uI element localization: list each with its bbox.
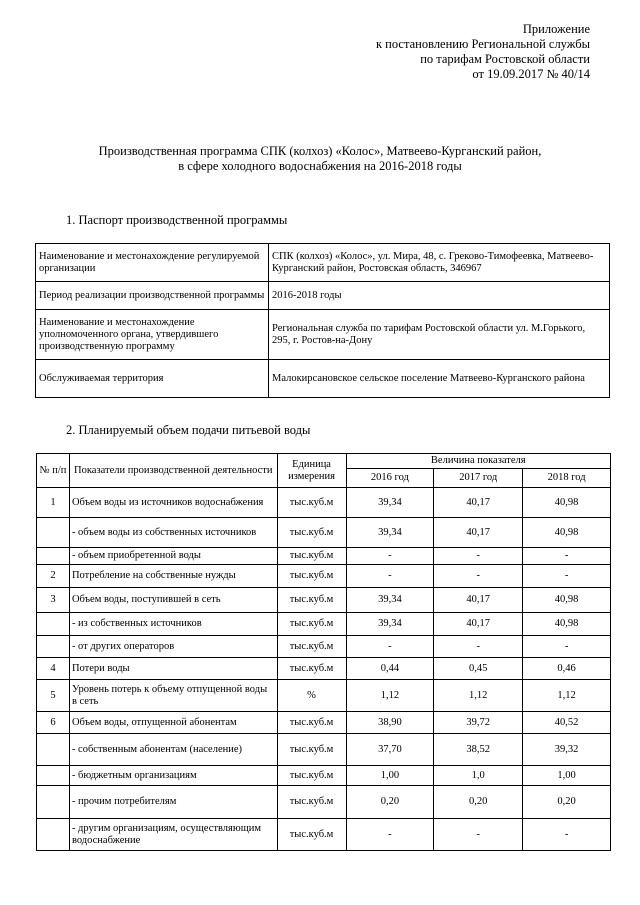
row-value-2017: 0,20 bbox=[434, 786, 523, 819]
appendix-header bbox=[376, 22, 590, 82]
row-unit: тыс.куб.м bbox=[277, 658, 346, 680]
passport-label: Наименование и местонахождение регулируемой организации bbox=[36, 244, 269, 282]
row-value-2017: 0,45 bbox=[434, 658, 523, 680]
row-value-2018: - bbox=[523, 819, 611, 851]
table-row bbox=[37, 613, 611, 636]
row-unit: тыс.куб.м bbox=[277, 819, 346, 851]
row-unit: тыс.куб.м bbox=[277, 488, 346, 518]
col-unit-header: Единица измерения bbox=[277, 454, 346, 488]
row-indicator: - бюджетным организациям bbox=[69, 766, 277, 786]
table-row bbox=[37, 565, 611, 588]
row-value-2016: - bbox=[346, 565, 434, 588]
row-unit: тыс.куб.м bbox=[277, 613, 346, 636]
row-value-2018: 39,32 bbox=[523, 734, 611, 766]
passport-row bbox=[36, 360, 610, 398]
table-row bbox=[37, 658, 611, 680]
section-2-heading: 2. Планируемый объем подачи питьевой воды bbox=[66, 423, 311, 437]
row-value-2018: 40,98 bbox=[523, 613, 611, 636]
appendix-line-1: Приложение bbox=[522, 22, 590, 36]
row-value-2016: 1,00 bbox=[346, 766, 434, 786]
passport-label: Период реализации производственной программы bbox=[36, 282, 269, 310]
table-row bbox=[37, 488, 611, 518]
row-indicator: Объем воды из источников водоснабжения bbox=[69, 488, 277, 518]
row-value-2016: 0,20 bbox=[346, 786, 434, 819]
row-indicator: - прочим потребителям bbox=[69, 786, 277, 819]
section-1-heading: 1. Паспорт производственной программы bbox=[66, 213, 288, 227]
document-title bbox=[0, 144, 640, 174]
passport-table bbox=[35, 243, 610, 398]
row-value-2016: 39,34 bbox=[346, 518, 434, 548]
col-2017-header: 2017 год bbox=[434, 469, 523, 488]
row-indicator: Потери воды bbox=[69, 658, 277, 680]
row-value-2017: - bbox=[434, 548, 523, 565]
table-header-row bbox=[37, 454, 611, 469]
row-value-2016: 39,34 bbox=[346, 488, 434, 518]
table-row bbox=[37, 636, 611, 658]
appendix-line-3: по тарифам Ростовской области bbox=[420, 52, 590, 66]
table-row bbox=[37, 786, 611, 819]
passport-row bbox=[36, 282, 610, 310]
row-indicator: Уровень потерь к объему отпущенной воды в сеть bbox=[69, 680, 277, 712]
appendix-line-2: к постановлению Региональной службы bbox=[375, 37, 590, 51]
row-value-2017: 40,17 bbox=[434, 518, 523, 548]
passport-label: Обслуживаемая территория bbox=[36, 360, 269, 398]
appendix-line-4: от 19.09.2017 № 40/14 bbox=[472, 67, 590, 81]
row-unit: тыс.куб.м bbox=[277, 548, 346, 565]
row-unit: % bbox=[277, 680, 346, 712]
row-indicator: Объем воды, отпущенной абонентам bbox=[69, 712, 277, 734]
row-value-2018: - bbox=[523, 548, 611, 565]
row-num bbox=[37, 819, 70, 851]
table-row bbox=[37, 588, 611, 613]
row-value-2017: 1,0 bbox=[434, 766, 523, 786]
row-value-2018: 40,98 bbox=[523, 518, 611, 548]
row-unit: тыс.куб.м bbox=[277, 734, 346, 766]
row-value-2016: - bbox=[346, 548, 434, 565]
row-value-2017: 40,17 bbox=[434, 613, 523, 636]
row-num: 6 bbox=[37, 712, 70, 734]
row-num bbox=[37, 766, 70, 786]
row-value-2018: 40,52 bbox=[523, 712, 611, 734]
row-unit: тыс.куб.м bbox=[277, 588, 346, 613]
col-value-group-header: Величина показателя bbox=[346, 454, 611, 469]
row-value-2017: 40,17 bbox=[434, 588, 523, 613]
row-value-2018: - bbox=[523, 636, 611, 658]
row-value-2016: 39,34 bbox=[346, 613, 434, 636]
row-value-2018: 40,98 bbox=[523, 588, 611, 613]
table-row bbox=[37, 680, 611, 712]
table-row bbox=[37, 548, 611, 565]
row-value-2017: - bbox=[434, 636, 523, 658]
row-value-2017: 39,72 bbox=[434, 712, 523, 734]
row-indicator: - другим организациям, осуществляющим водоснабжение bbox=[69, 819, 277, 851]
table-row bbox=[37, 819, 611, 851]
row-indicator: - от других операторов bbox=[69, 636, 277, 658]
row-unit: тыс.куб.м bbox=[277, 712, 346, 734]
row-num bbox=[37, 613, 70, 636]
row-indicator: Объем воды, поступившей в сеть bbox=[69, 588, 277, 613]
row-value-2016: - bbox=[346, 819, 434, 851]
passport-row bbox=[36, 310, 610, 360]
row-unit: тыс.куб.м bbox=[277, 518, 346, 548]
row-unit: тыс.куб.м bbox=[277, 636, 346, 658]
passport-value: Региональная служба по тарифам Ростовской области ул. М.Горького, 295, г. Ростов-на-Дону bbox=[269, 310, 610, 360]
row-value-2018: 1,12 bbox=[523, 680, 611, 712]
row-value-2017: - bbox=[434, 565, 523, 588]
row-value-2016: - bbox=[346, 636, 434, 658]
row-num: 3 bbox=[37, 588, 70, 613]
row-value-2018: 40,98 bbox=[523, 488, 611, 518]
row-value-2016: 39,34 bbox=[346, 588, 434, 613]
row-num: 4 bbox=[37, 658, 70, 680]
row-num bbox=[37, 786, 70, 819]
col-indicator-header: Показатели производственной деятельности bbox=[69, 454, 277, 488]
row-num bbox=[37, 636, 70, 658]
volume-table bbox=[36, 453, 611, 851]
row-unit: тыс.куб.м bbox=[277, 766, 346, 786]
row-value-2016: 1,12 bbox=[346, 680, 434, 712]
row-value-2016: 38,90 bbox=[346, 712, 434, 734]
row-indicator: - собственным абонентам (население) bbox=[69, 734, 277, 766]
row-indicator: - объем воды из собственных источников bbox=[69, 518, 277, 548]
row-value-2018: 0,46 bbox=[523, 658, 611, 680]
col-num-header: № п/п bbox=[37, 454, 70, 488]
title-line-2: в сфере холодного водоснабжения на 2016-2018 годы bbox=[178, 159, 462, 173]
row-num: 5 bbox=[37, 680, 70, 712]
row-value-2018: 1,00 bbox=[523, 766, 611, 786]
row-num bbox=[37, 734, 70, 766]
passport-value: 2016-2018 годы bbox=[269, 282, 610, 310]
row-indicator: - из собственных источников bbox=[69, 613, 277, 636]
row-value-2017: 40,17 bbox=[434, 488, 523, 518]
row-value-2017: 1,12 bbox=[434, 680, 523, 712]
row-value-2016: 37,70 bbox=[346, 734, 434, 766]
col-2018-header: 2018 год bbox=[523, 469, 611, 488]
row-value-2018: - bbox=[523, 565, 611, 588]
row-num: 2 bbox=[37, 565, 70, 588]
row-indicator: - объем приобретенной воды bbox=[69, 548, 277, 565]
row-unit: тыс.куб.м bbox=[277, 565, 346, 588]
passport-value: Малокирсановское сельское поселение Матвеево-Курганского района bbox=[269, 360, 610, 398]
passport-value: СПК (колхоз) «Колос», ул. Мира, 48, с. Греково-Тимофеевка, Матвеево-Курганский район, Ростовская область, 346967 bbox=[269, 244, 610, 282]
table-row bbox=[37, 734, 611, 766]
row-value-2018: 0,20 bbox=[523, 786, 611, 819]
row-num bbox=[37, 518, 70, 548]
row-value-2017: 38,52 bbox=[434, 734, 523, 766]
table-row bbox=[37, 712, 611, 734]
row-num: 1 bbox=[37, 488, 70, 518]
table-row bbox=[37, 518, 611, 548]
row-value-2017: - bbox=[434, 819, 523, 851]
table-row bbox=[37, 766, 611, 786]
row-num bbox=[37, 548, 70, 565]
title-line-1: Производственная программа СПК (колхоз) «Колос», Матвеево-Курганский район, bbox=[98, 144, 542, 158]
row-unit: тыс.куб.м bbox=[277, 786, 346, 819]
row-value-2016: 0,44 bbox=[346, 658, 434, 680]
passport-row bbox=[36, 244, 610, 282]
passport-label: Наименование и местонахождение уполномоченного органа, утвердившего производственную программу bbox=[36, 310, 269, 360]
row-indicator: Потребление на собственные нужды bbox=[69, 565, 277, 588]
col-2016-header: 2016 год bbox=[346, 469, 434, 488]
